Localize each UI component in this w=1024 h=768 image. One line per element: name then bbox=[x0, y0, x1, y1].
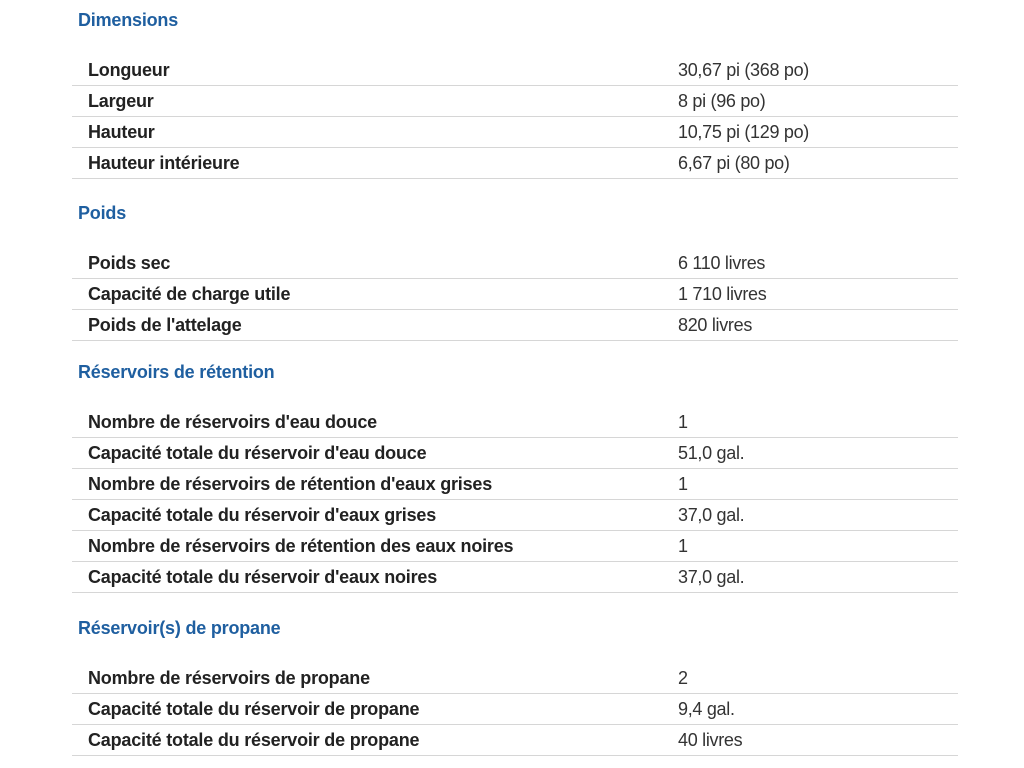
spec-label: Hauteur bbox=[88, 122, 155, 142]
spec-label: Largeur bbox=[88, 91, 154, 111]
spec-row bbox=[72, 438, 958, 469]
spec-label: Hauteur intérieure bbox=[88, 153, 240, 173]
spec-value: 1 bbox=[678, 474, 688, 494]
spec-row bbox=[72, 531, 958, 562]
spec-row bbox=[72, 248, 958, 279]
spec-row bbox=[72, 117, 958, 148]
spec-value: 1 710 livres bbox=[678, 284, 767, 304]
spec-row bbox=[72, 55, 958, 86]
spec-value: 37,0 gal. bbox=[678, 505, 745, 525]
spec-row bbox=[72, 663, 958, 694]
spec-value: 10,75 pi (129 po) bbox=[678, 122, 809, 142]
section-title-reservoirs-retention: Réservoirs de rétention bbox=[78, 362, 275, 382]
spec-value: 40 livres bbox=[678, 730, 743, 750]
spec-row bbox=[72, 469, 958, 500]
spec-label: Poids de l'attelage bbox=[88, 315, 242, 335]
spec-table-dimensions bbox=[72, 55, 958, 179]
section-title-reservoirs-propane: Réservoir(s) de propane bbox=[78, 618, 281, 638]
spec-value: 51,0 gal. bbox=[678, 443, 745, 463]
spec-value: 1 bbox=[678, 412, 688, 432]
spec-value: 820 livres bbox=[678, 315, 753, 335]
spec-value: 8 pi (96 po) bbox=[678, 91, 766, 111]
spec-value: 1 bbox=[678, 536, 688, 556]
section-title-dimensions: Dimensions bbox=[78, 10, 179, 30]
spec-label: Capacité totale du réservoir d'eaux noires bbox=[88, 567, 438, 587]
spec-row bbox=[72, 500, 958, 531]
spec-row bbox=[72, 148, 958, 179]
spec-label: Nombre de réservoirs de rétention des eaux noires bbox=[88, 536, 514, 556]
section-title-poids: Poids bbox=[78, 203, 127, 223]
spec-row bbox=[72, 694, 958, 725]
spec-label: Nombre de réservoirs de propane bbox=[88, 668, 370, 688]
spec-label: Capacité totale du réservoir d'eau douce bbox=[88, 443, 427, 463]
spec-label: Poids sec bbox=[88, 253, 171, 273]
spec-label: Capacité totale du réservoir d'eaux grises bbox=[88, 505, 437, 525]
spec-value: 2 bbox=[678, 668, 688, 688]
spec-label: Capacité totale du réservoir de propane bbox=[88, 730, 420, 750]
spec-row bbox=[72, 562, 958, 593]
spec-table-reservoirs-propane bbox=[72, 663, 958, 756]
spec-table-reservoirs-retention bbox=[72, 407, 958, 593]
spec-value: 37,0 gal. bbox=[678, 567, 745, 587]
spec-label: Nombre de réservoirs de rétention d'eaux grises bbox=[88, 474, 493, 494]
spec-value: 30,67 pi (368 po) bbox=[678, 60, 809, 80]
spec-table-poids bbox=[72, 248, 958, 341]
spec-value: 6 110 livres bbox=[678, 253, 766, 273]
spec-row bbox=[72, 310, 958, 341]
spec-label: Capacité de charge utile bbox=[88, 284, 291, 304]
spec-row bbox=[72, 725, 958, 756]
spec-label: Nombre de réservoirs d'eau douce bbox=[88, 412, 377, 432]
spec-label: Capacité totale du réservoir de propane bbox=[88, 699, 420, 719]
spec-row bbox=[72, 279, 958, 310]
spec-value: 6,67 pi (80 po) bbox=[678, 153, 790, 173]
spec-label: Longueur bbox=[88, 60, 170, 80]
spec-row bbox=[72, 407, 958, 438]
spec-row bbox=[72, 86, 958, 117]
spec-value: 9,4 gal. bbox=[678, 699, 735, 719]
